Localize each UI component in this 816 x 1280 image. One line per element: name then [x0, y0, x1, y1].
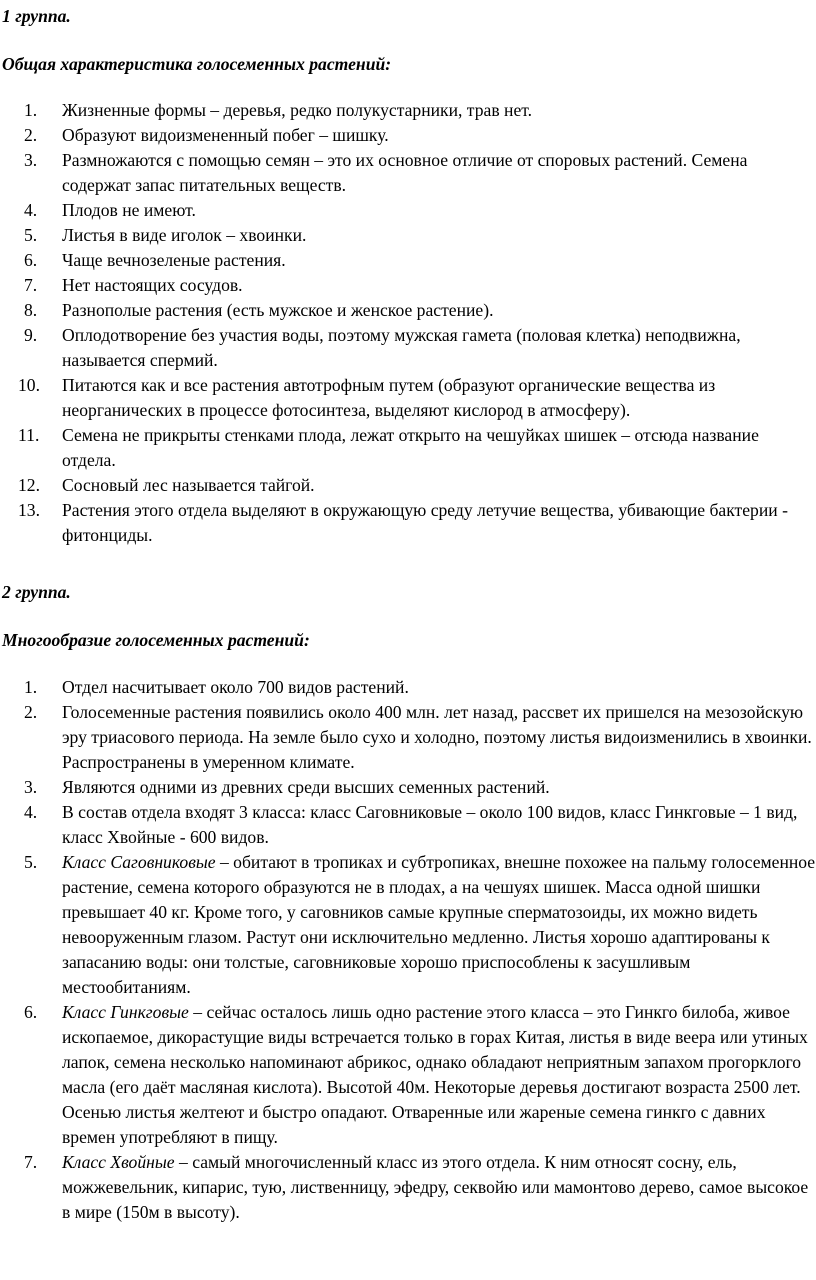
class-name: Класс Хвойные: [62, 1152, 175, 1172]
list-item: 13. Растения этого отдела выделяют в окружающую среду летучие вещества, убивающие бактерии - фитонциды.: [18, 500, 788, 545]
class-name: Класс Саговниковые: [62, 852, 216, 872]
list-item: 3. Являются одними из древних среди высших семенных растений.: [24, 777, 550, 797]
list-item: 10. Питаются как и все растения автотрофным путем (образуют органические вещества из неорганических в процессе фотосинтеза, выделяют кислород в атмосферу).: [18, 375, 716, 420]
group1-title: 1 группа.: [2, 6, 71, 26]
list-item: 5. Листья в виде иголок – хвоинки.: [24, 225, 307, 245]
list-item: 6. Класс Гинкговые – сейчас осталось лишь одно растение этого класса – это Гинкго билоба, живое ископаемое, дикорастущие виды встречается только в горах Китая, листья в виде веера или утиных лапок, семена несколько напоминают абрикос, однако обладают неприятным запахом прогорклого масла (его даёт масляная кислота). Высотой 40м. Некоторые деревья достигают возраста 2500 лет. Осенью листья желтеют и быстро опадают. Отваренные или жареные семена гинкго с давних времен употребляют в пищу.: [24, 1002, 808, 1147]
group2-subtitle: Многообразие голосеменных растений:: [2, 630, 310, 650]
list-item: 7. Нет настоящих сосудов.: [24, 275, 243, 295]
class-name: Класс Гинкговые: [62, 1002, 189, 1022]
list-item: 1. Отдел насчитывает около 700 видов растений.: [24, 677, 409, 697]
list-item: 3. Размножаются с помощью семян – это их основное отличие от споровых растений. Семена содержат запас питательных веществ.: [24, 150, 748, 195]
list-item: 2. Образуют видоизмененный побег – шишку.: [24, 125, 389, 145]
list-item: 12. Сосновый лес называется тайгой.: [18, 475, 315, 495]
group2-title: 2 группа.: [2, 582, 71, 602]
list-item: 11. Семена не прикрыты стенками плода, лежат открыто на чешуйках шишек – отсюда название отдела.: [18, 425, 759, 470]
list-item: 1. Жизненные формы – деревья, редко полукустарники, трав нет.: [24, 100, 533, 120]
list-item: 2. Голосеменные растения появились около 400 млн. лет назад, рассвет их пришелся на мезозойскую эру триасового периода. На земле было сухо и холодно, поэтому листья видоизменились в хвоинки. Распространены в умеренном климате.: [24, 702, 812, 772]
list-item: 8. Разнополые растения (есть мужское и женское растение).: [24, 300, 494, 320]
list-item: 4. Плодов не имеют.: [24, 200, 196, 220]
list-item: 9. Оплодотворение без участия воды, поэтому мужская гамета (половая клетка) неподвижна, называется спермий.: [24, 325, 741, 370]
list-item: 5. Класс Саговниковые – обитают в тропиках и субтропиках, внешне похожее на пальму голосеменное растение, семена которого образуются не в плодах, а на чешуях шишек. Масса одной шишки превышает 40 кг. Кроме того, у саговников самые крупные сперматозоиды, их можно видеть невооруженным глазом. Растут они исключительно медленно. Листья хорошо адаптированы к запасанию воды: они толстые, саговниковые хорошо приспособлены к засушливым местообитаниям.: [24, 852, 816, 997]
list-item: 6. Чаще вечнозеленые растения.: [24, 250, 286, 270]
group2-list: [0, 675, 816, 1225]
list-item: 4. В состав отдела входят 3 класса: класс Саговниковые – около 100 видов, класс Гинкговые – 1 вид, класс Хвойные - 600 видов.: [24, 802, 798, 847]
list-item: 7. Класс Хвойные – самый многочисленный класс из этого отдела. К ним относят сосну, ель, можжевельник, кипарис, тую, лиственницу, эфедру, секвойю или мамонтово дерево, самое высокое в мире (150м в высоту).: [24, 1152, 809, 1222]
group1-subtitle: Общая характеристика голосеменных растений:: [2, 54, 392, 74]
group1-list: [0, 98, 816, 548]
